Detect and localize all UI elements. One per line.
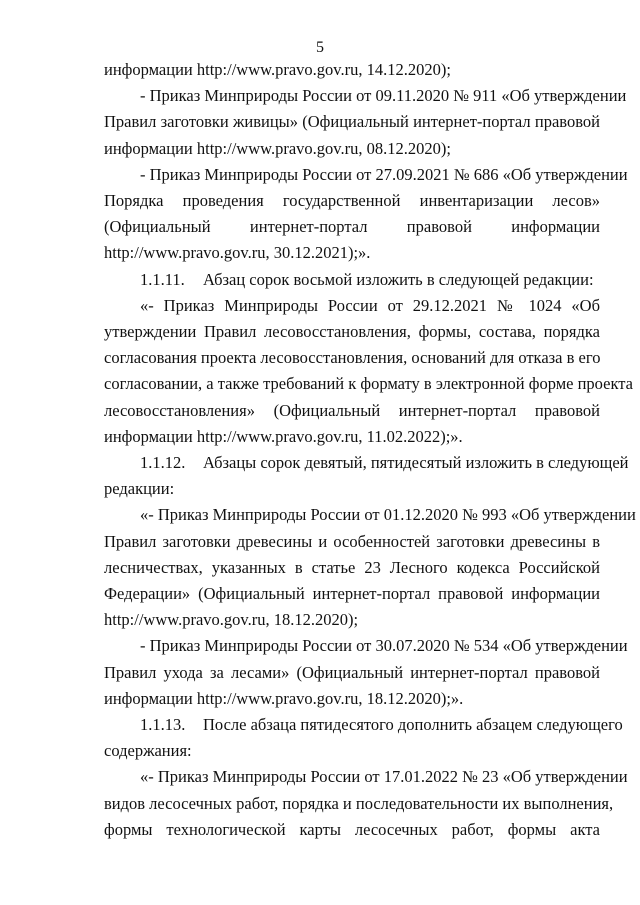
line-text: http://www.pravo.gov.ru, 30.12.2021);».: [104, 243, 371, 263]
line-text: информации http://www.pravo.gov.ru, 18.12.2020);».: [104, 688, 464, 708]
line-text: Порядка проведения государственной инвентаризации лесов»: [104, 191, 600, 211]
text-line: [104, 450, 629, 476]
line-text: (Официальный интернет-портал правовой информации: [104, 217, 600, 237]
text-line: [104, 240, 600, 266]
item-number: 1.1.13.: [140, 715, 186, 735]
line-text: - Приказ Минприроды России от 09.11.2020 № 911 «Об утверждении: [140, 86, 627, 106]
line-text: согласования проекта лесовосстановления, оснований для отказа в его: [104, 348, 601, 368]
text-line: [104, 319, 600, 345]
text-line: [104, 136, 600, 162]
text-line: [104, 162, 628, 188]
text-line: [104, 502, 636, 528]
text-line: [104, 529, 600, 555]
text-line: [104, 686, 600, 712]
line-text: содержания:: [104, 741, 192, 761]
line-text: http://www.pravo.gov.ru, 18.12.2020);: [104, 610, 359, 630]
line-text: информации http://www.pravo.gov.ru, 14.12.2020);: [104, 60, 451, 79]
text-line: [104, 214, 600, 240]
document-body: [104, 57, 636, 843]
text-line: [104, 738, 600, 764]
line-text: Абзацы сорок девятый, пятидесятый изложить в следующей: [203, 453, 629, 473]
item-number: 1.1.12.: [140, 453, 186, 473]
text-line: [104, 57, 600, 83]
line-text: утверждении Правил лесовосстановления, формы, состава, порядка: [104, 322, 600, 342]
text-line: [104, 109, 600, 135]
text-line: [104, 764, 628, 790]
line-text: информации http://www.pravo.gov.ru, 11.02.2022);».: [104, 426, 463, 446]
line-text: видов лесосечных работ, порядка и последовательности их выполнения,: [104, 793, 614, 813]
text-line: [104, 345, 600, 371]
line-text: Правил заготовки древесины и особенностей заготовки древесины в: [104, 531, 600, 551]
text-line: [104, 712, 623, 738]
text-line: [104, 188, 600, 214]
line-text: Правил заготовки живицы» (Официальный интернет-портал правовой: [104, 112, 600, 132]
line-text: согласовании, а также требований к формату в электронной форме проекта: [104, 374, 633, 394]
line-text: «- Приказ Минприроды России от 17.01.2022 № 23 «Об утверждении: [140, 767, 628, 787]
text-line: [104, 791, 614, 817]
line-text: лесовосстановления» (Официальный интернет-портал правовой: [104, 400, 600, 420]
text-line: [104, 398, 600, 424]
line-text: информации http://www.pravo.gov.ru, 08.12.2020);: [104, 138, 451, 158]
line-text: Федерации» (Официальный интернет-портал правовой информации: [104, 584, 600, 604]
line-text: «- Приказ Минприроды России от 01.12.2020 № 993 «Об утверждении: [140, 505, 636, 525]
item-number: 1.1.11.: [140, 269, 185, 289]
text-line: [104, 293, 600, 319]
line-text: лесничествах, указанных в статье 23 Лесного кодекса Российской: [104, 557, 600, 577]
text-line: [104, 424, 600, 450]
line-text: редакции:: [104, 479, 175, 499]
line-text: «- Приказ Минприроды России от 29.12.2021 № 1024 «Об: [140, 295, 600, 315]
page-number: 5: [316, 39, 324, 56]
text-line: [104, 817, 600, 843]
text-line: [104, 371, 633, 397]
text-line: [104, 267, 600, 293]
line-text: - Приказ Минприроды России от 27.09.2021 № 686 «Об утверждении: [140, 164, 628, 184]
line-text: Правил ухода за лесами» (Официальный интернет-портал правовой: [104, 662, 600, 682]
line-text: формы технологической карты лесосечных работ, формы акта: [104, 819, 600, 839]
text-line: [104, 660, 600, 686]
text-line: [104, 581, 600, 607]
text-line: [104, 633, 628, 659]
text-line: [104, 555, 600, 581]
line-text: Абзац сорок восьмой изложить в следующей редакции:: [203, 269, 594, 289]
text-line: [104, 83, 627, 109]
text-line: [104, 476, 600, 502]
line-text: После абзаца пятидесятого дополнить абзацем следующего: [203, 715, 623, 735]
line-text: - Приказ Минприроды России от 30.07.2020 № 534 «Об утверждении: [140, 636, 628, 656]
text-line: [104, 607, 600, 633]
